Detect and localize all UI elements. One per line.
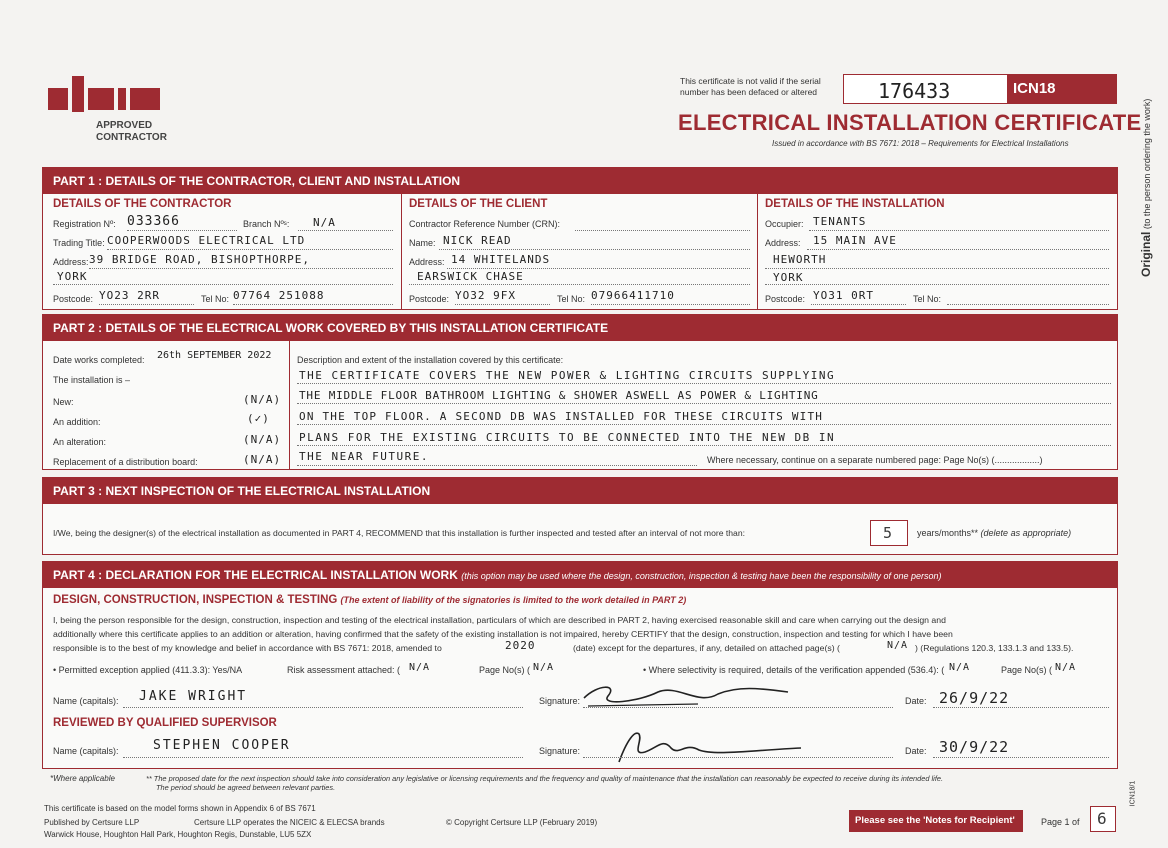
departures-value: N/A — [887, 640, 909, 651]
addition-value: (✓) — [247, 412, 270, 425]
published-by: Published by Certsure LLP — [44, 818, 140, 827]
designer-date-label: Date: — [905, 696, 927, 706]
contractor-address-label: Address: — [53, 257, 89, 267]
replacement-label: Replacement of a distribution board: — [53, 457, 198, 467]
niceic-logo — [48, 74, 178, 146]
designer-name-value: JAKE WRIGHT — [139, 689, 248, 704]
reviewer-signature-label: Signature: — [539, 746, 581, 756]
amended-value: 2020 — [505, 639, 536, 652]
declaration-line-3: responsible is to the best of my knowledge and belief in accordance with BS 7671: 2018, amended to — [53, 643, 442, 653]
model-forms-note: This certificate is based on the model forms shown in Appendix 6 of BS 7671 — [44, 804, 316, 813]
installation-is-label: The installation is – — [53, 375, 131, 385]
page-total: 6 — [1090, 806, 1116, 832]
installation-postcode-label: Postcode: — [765, 294, 806, 304]
declaration-line-3c: ) (Regulations 120.3, 133.1.3 and 133.5). — [915, 643, 1074, 653]
footnote-1: ** The proposed date for the next inspection should take into consideration any legislative or licensing requirements and the frequency and quality of maintenance that the installation can reasonably be expected to receive during its intended life. — [146, 774, 944, 783]
reg-label: Registration Nº: — [53, 219, 116, 229]
part3-heading: PART 3 : NEXT INSPECTION OF THE ELECTRICAL INSTALLATION — [43, 478, 1117, 504]
client-tel-label: Tel No: — [557, 294, 586, 304]
crn-label: Contractor Reference Number (CRN): — [409, 219, 561, 229]
side-label — [1126, 80, 1156, 280]
client-name-value: NICK READ — [443, 234, 512, 247]
certificate-subtitle: Issued in accordance with BS 7671: 2018 – Requirements for Electrical Installations — [772, 139, 1069, 148]
client-address-line2: EARSWICK CHASE — [417, 270, 524, 283]
contractor-address-line1: 39 BRIDGE ROAD, BISHOPTHORPE, — [89, 253, 311, 266]
reviewer-name-value: STEPHEN COOPER — [153, 738, 291, 753]
interval-value: 5 — [870, 520, 908, 546]
page-nos-label: Page No(s) ( — [479, 665, 531, 675]
logo-text-contractor: CONTRACTOR — [96, 132, 167, 143]
reviewer-date-value: 30/9/22 — [939, 738, 1010, 756]
selectivity-value: N/A — [949, 662, 971, 673]
trading-label: Trading Title: — [53, 238, 105, 248]
risk-value: N/A — [409, 662, 431, 673]
contractor-address-line2: YORK — [57, 270, 88, 283]
part4-heading-text: PART 4 : DECLARATION FOR THE ELECTRICAL INSTALLATION WORK — [53, 568, 458, 582]
footnote-applicable: *Where applicable — [50, 774, 115, 783]
part4-heading-note: (this option may be used where the design, construction, inspection & testing have been the responsibility of one person) — [461, 571, 942, 581]
replacement-value: (N/A) — [243, 453, 282, 466]
logo-caption — [96, 120, 167, 144]
description-line-1: THE CERTIFICATE COVERS THE NEW POWER & LIGHTING CIRCUITS SUPPLYING — [299, 369, 836, 382]
contractor-postcode-value: YO23 2RR — [99, 289, 160, 302]
installation-address-line1: 15 MAIN AVE — [813, 234, 897, 247]
client-postcode-value: YO32 9FX — [455, 289, 516, 302]
reviewed-heading: REVIEWED BY QUALIFIED SUPERVISOR — [53, 717, 277, 729]
design-heading-note: (The extent of liability of the signatories is limited to the work detailed in PART 2) — [340, 595, 687, 605]
part3-text: I/We, being the designer(s) of the electrical installation as documented in PART 4, RECOMMEND that this installation is further inspected and tested after an interval of not more than: — [53, 528, 745, 538]
description-line-4: PLANS FOR THE EXISTING CIRCUITS TO BE CONNECTED INTO THE NEW DB IN — [299, 431, 836, 444]
designer-signature-label: Signature: — [539, 696, 581, 706]
reviewer-name-label: Name (capitals): — [53, 746, 119, 756]
installation-postcode-value: YO31 0RT — [813, 289, 874, 302]
client-tel-value: 07966411710 — [591, 289, 675, 302]
part2-heading: PART 2 : DETAILS OF THE ELECTRICAL WORK COVERED BY THIS INSTALLATION CERTIFICATE — [43, 315, 1117, 341]
footnote-2: The period should be agreed between relevant parties. — [156, 783, 336, 792]
contractor-tel-label: Tel No: — [201, 294, 230, 304]
side-label-note: (to the person ordering the work) — [1142, 98, 1152, 230]
continue-note: Where necessary, continue on a separate numbered page: Page No(s) (..................) — [707, 455, 1043, 465]
installation-heading: DETAILS OF THE INSTALLATION — [765, 198, 945, 210]
installation-address-line2: HEWORTH — [773, 253, 827, 266]
installation-address-label: Address: — [765, 238, 801, 248]
certificate-title: ELECTRICAL INSTALLATION CERTIFICATE — [678, 110, 1142, 135]
logo-text-approved: APPROVED — [96, 120, 153, 131]
contractor-heading: DETAILS OF THE CONTRACTOR — [53, 198, 232, 210]
selectivity-label: • Where selectivity is required, details of the verification appended (536.4): ( — [643, 665, 945, 675]
client-postcode-label: Postcode: — [409, 294, 450, 304]
part3-section — [42, 477, 1118, 555]
addition-label: An addition: — [53, 417, 101, 427]
client-heading: DETAILS OF THE CLIENT — [409, 198, 548, 210]
trading-value: COOPERWOODS ELECTRICAL LTD — [107, 234, 306, 247]
reviewer-signature — [605, 726, 805, 766]
risk-label: Risk assessment attached: ( — [287, 665, 401, 675]
side-label-original: Original — [1139, 231, 1153, 277]
client-address-label: Address: — [409, 257, 445, 267]
occupier-value: TENANTS — [813, 215, 867, 228]
page-nos-value-2: N/A — [1055, 662, 1077, 673]
declaration-line-1: I, being the person responsible for the design, construction, inspection and testing of the electrical installation, particulars of which are described in PART 2, having exercised reasonable skill and care when carrying out the design and — [53, 615, 946, 625]
interval-note: (delete as appropriate) — [980, 528, 1072, 538]
designer-date-value: 26/9/22 — [939, 689, 1010, 707]
design-heading — [53, 594, 686, 606]
brands-note: Certsure LLP operates the NICEIC & ELECSA brands — [194, 818, 385, 827]
date-completed-value: 26th SEPTEMBER 2022 — [157, 350, 272, 361]
declaration-line-2: additionally where this certificate applies to an addition or alteration, having confirmed that the safety of the existing installation is not impaired, hereby CERTIFY that the design, construction, inspection and testing for which I have been — [53, 629, 953, 639]
serial-notice: This certificate is not valid if the serial number has been defaced or altered — [680, 76, 821, 97]
occupier-label: Occupier: — [765, 219, 804, 229]
interval-unit — [917, 528, 1071, 538]
contractor-postcode-label: Postcode: — [53, 294, 94, 304]
installation-tel-label: Tel No: — [913, 294, 942, 304]
notes-for-recipient-button: Please see the 'Notes for Recipient' — [849, 810, 1023, 832]
alteration-label: An alteration: — [53, 437, 107, 447]
contractor-tel-value: 07764 251088 — [233, 289, 325, 302]
new-value: (N/A) — [243, 393, 282, 406]
branch-label: Branch Nºˢ: — [243, 219, 290, 229]
description-line-2: THE MIDDLE FLOOR BATHROOM LIGHTING & SHOWER ASWELL AS POWER & LIGHTING — [299, 389, 819, 402]
installation-address-line3: YORK — [773, 271, 804, 284]
form-code: ICN18 — [1007, 74, 1117, 104]
exception-label: • Permitted exception applied (411.3.3): Yes/NA — [53, 665, 243, 675]
interval-unit-text: years/months** — [917, 528, 979, 538]
part1-heading: PART 1 : DETAILS OF THE CONTRACTOR, CLIENT AND INSTALLATION — [43, 168, 1117, 194]
page-label: Page 1 of — [1041, 817, 1080, 827]
alteration-value: (N/A) — [243, 433, 282, 446]
description-line-5: THE NEAR FUTURE. — [299, 450, 429, 463]
new-label: New: — [53, 397, 74, 407]
client-name-label: Name: — [409, 238, 436, 248]
serial-number: 176433 — [843, 74, 1009, 104]
description-line-3: ON THE TOP FLOOR. A SECOND DB WAS INSTALLED FOR THESE CIRCUITS WITH — [299, 410, 824, 423]
part4-section — [42, 561, 1118, 769]
copyright: © Copyright Certsure LLP (February 2019) — [446, 818, 598, 827]
description-label: Description and extent of the installation covered by this certificate: — [297, 355, 564, 365]
reviewer-date-label: Date: — [905, 746, 927, 756]
part1-section — [42, 167, 1118, 310]
designer-name-label: Name (capitals): — [53, 696, 119, 706]
page-nos-value: N/A — [533, 662, 555, 673]
side-form-code: ICN18/1 — [1129, 780, 1137, 807]
part4-heading — [43, 562, 1117, 588]
declaration-line-3b: (date) except for the departures, if any, detailed on attached page(s) ( — [573, 643, 840, 653]
client-address-line1: 14 WHITELANDS — [451, 253, 551, 266]
date-completed-label: Date works completed: — [53, 355, 145, 365]
publisher-address: Warwick House, Houghton Hall Park, Houghton Regis, Dunstable, LU5 5ZX — [44, 830, 312, 839]
niceic-logo-mark — [48, 74, 178, 114]
reg-value: 033366 — [127, 214, 180, 229]
design-heading-text: DESIGN, CONSTRUCTION, INSPECTION & TESTING — [53, 594, 338, 606]
page-nos-label-2: Page No(s) ( — [1001, 665, 1053, 675]
branch-value: N/A — [313, 216, 336, 229]
part2-section — [42, 314, 1118, 470]
